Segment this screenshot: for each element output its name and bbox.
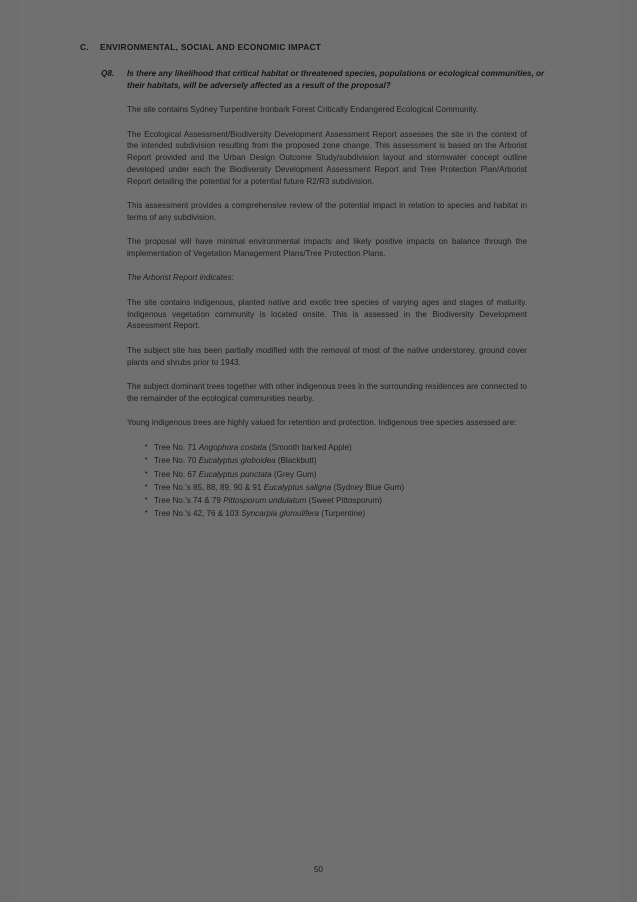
list-item xyxy=(145,494,527,507)
tree-species: Angophora costata xyxy=(198,443,267,453)
tree-species: Eucalyptus punctata xyxy=(198,469,272,479)
tree-species: Pittosporum undulatum xyxy=(223,495,307,505)
paragraph: The subject dominant trees together with other indigenous trees in the surrounding residences are connected to the remainder of the ecological communities nearby. xyxy=(127,381,527,403)
question-text: Is there any likelihood that critical habitat or threatened species, populations or ecological communities, or their habitats, will be adversely affected as a result of the proposal? xyxy=(127,69,545,90)
tree-prefix: Tree No. 71 xyxy=(154,443,199,453)
question-number: Q8. xyxy=(101,69,115,79)
question-block xyxy=(80,68,558,91)
tree-common-name: (Turpentine) xyxy=(319,508,366,518)
paragraph: This assessment provides a comprehensive review of the potential impact in relation to species and habitat in terms of any subdivision. xyxy=(127,201,527,223)
list-item xyxy=(145,454,527,467)
answer-body xyxy=(80,104,527,520)
tree-prefix: Tree No. 70 xyxy=(154,456,199,466)
tree-common-name: (Sydney Blue Gum) xyxy=(331,482,405,492)
paragraph: The subject site has been partially modified with the removal of most of the native understorey, ground cover plants and shrubs prior to 1943. xyxy=(127,345,527,367)
paragraph: The site contains indigenous, planted native and exotic tree species of varying ages and stages of maturity. Indigenous vegetation community is located onsite. This is assessed in the Biodiversity Development Assessment Report. xyxy=(127,297,527,331)
page-sheet xyxy=(18,0,619,902)
paragraph: The proposal will have minimal environmental impacts and likely positive impacts on balance through the implementation of Vegetation Management Plans/Tree Protection Plans. xyxy=(127,237,527,259)
tree-species: Eucalyptus saligna xyxy=(263,482,332,492)
list-item xyxy=(145,468,527,481)
page-number: 50 xyxy=(314,865,323,874)
paragraph-arborist-intro: The Arborist Report indicates: xyxy=(127,273,234,283)
list-item xyxy=(145,441,527,454)
tree-common-name: (Sweet Pittosporum) xyxy=(306,495,382,505)
section-letter: C. xyxy=(80,42,89,52)
tree-common-name: (Grey Gum) xyxy=(271,469,317,479)
section-heading xyxy=(80,42,558,52)
tree-species: Syncarpia glomulifera xyxy=(241,508,320,518)
tree-common-name: (Smooth barked Apple) xyxy=(266,443,352,453)
tree-common-name: (Blackbutt) xyxy=(275,456,317,466)
tree-prefix: Tree No.'s 42, 76 & 103 xyxy=(154,508,242,518)
tree-prefix: Tree No. 67 xyxy=(154,469,199,479)
paragraph: Young indigenous trees are highly valued for retention and protection. Indigenous tree species assessed are: xyxy=(127,417,517,427)
paragraph: The Ecological Assessment/Biodiversity Development Assessment Report assesses the site in the context of the intended subdivision resulting from the proposed zone change. This assessment is based on the Arborist Report provided and the Urban Design Outcome Study/subdivision layout and stormwater concept outline developed under each the Biodiversity Development Assessment Report and Tree Protection Plan/Arborist Report detailing the potential for a potential future R2/R3 subdivision. xyxy=(127,129,527,186)
page-content xyxy=(80,42,558,520)
tree-species: Eucalyptus globoidea xyxy=(198,456,276,466)
section-title: ENVIRONMENTAL, SOCIAL AND ECONOMIC IMPACT xyxy=(100,42,322,52)
tree-prefix: Tree No.'s 85, 88, 89, 90 & 91 xyxy=(154,482,264,492)
tree-prefix: Tree No.'s 74 & 79 xyxy=(154,495,224,505)
paragraph: The site contains Sydney Turpentine Ironbark Forest Critically Endangered Ecological Community. xyxy=(127,105,479,115)
list-item xyxy=(145,481,527,494)
tree-species-list xyxy=(127,441,527,520)
list-item xyxy=(145,507,527,520)
